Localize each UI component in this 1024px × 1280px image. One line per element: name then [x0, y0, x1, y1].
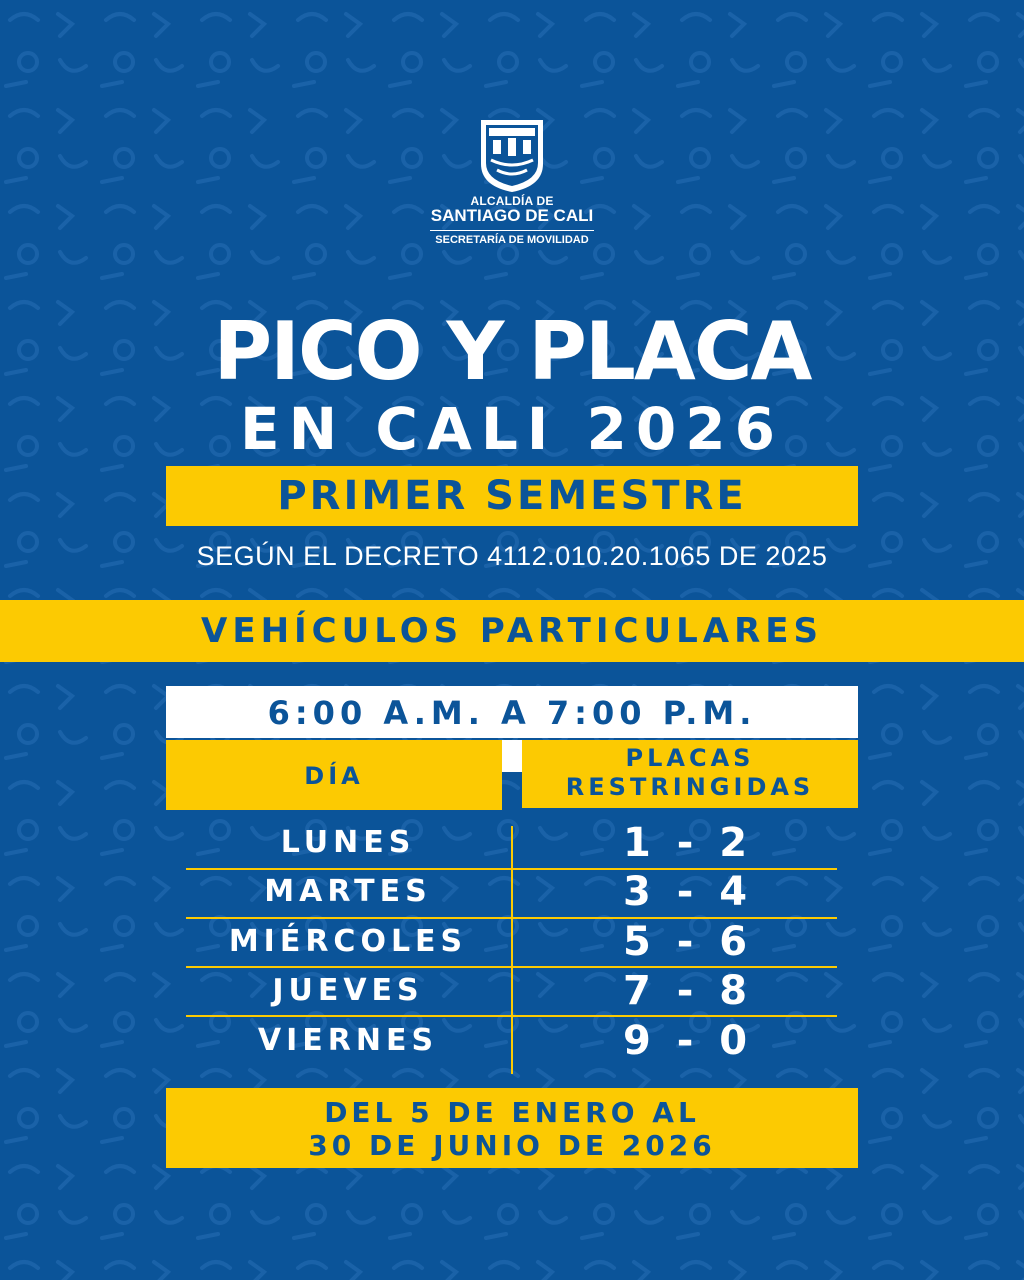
city-coat-of-arms-icon — [477, 116, 547, 194]
table-row-day: JUEVES — [272, 973, 424, 1008]
hours-label: 6:00 A.M. A 7:00 P.M. — [267, 694, 757, 732]
logo-divider — [430, 230, 594, 231]
table-row-day: MIÉRCOLES — [228, 924, 468, 959]
decree-text: SEGÚN EL DECRETO 4112.010.20.1065 DE 2025 — [196, 541, 828, 571]
table-row-plates: 3 - 4 — [622, 869, 748, 915]
validity-dates — [166, 1096, 858, 1162]
table-row-plates: 1 - 2 — [622, 820, 748, 866]
plates-header-line1: PLACAS — [625, 744, 755, 772]
validity-line1: DEL 5 DE ENERO AL — [324, 1096, 700, 1129]
table-row-plates: 5 - 6 — [622, 919, 748, 965]
table-row-plates: 7 - 8 — [622, 968, 748, 1014]
logo-line-alcaldia: ALCALDÍA DE — [470, 194, 554, 208]
day-header: DÍA — [304, 762, 364, 790]
logo-line-city: SANTIAGO DE CALI — [430, 206, 594, 225]
header-notch — [502, 740, 522, 772]
semester-label: PRIMER SEMESTRE — [277, 473, 747, 519]
validity-line2: 30 DE JUNIO DE 2026 — [308, 1129, 716, 1162]
plates-header-line2: RESTRINGIDAS — [565, 773, 815, 801]
table-row-day: LUNES — [280, 825, 416, 860]
vehicle-type-label: VEHÍCULOS PARTICULARES — [201, 611, 823, 651]
plates-header — [522, 744, 858, 802]
table-row-day: VIERNES — [257, 1023, 439, 1058]
table-row-plates: 9 - 0 — [622, 1018, 748, 1064]
main-subtitle: EN CALI 2026 — [240, 395, 784, 463]
table-row-day: MARTES — [264, 874, 432, 909]
logo-line-department: SECRETARÍA DE MOVILIDAD — [435, 234, 589, 246]
main-title: PICO Y PLACA — [213, 305, 811, 398]
